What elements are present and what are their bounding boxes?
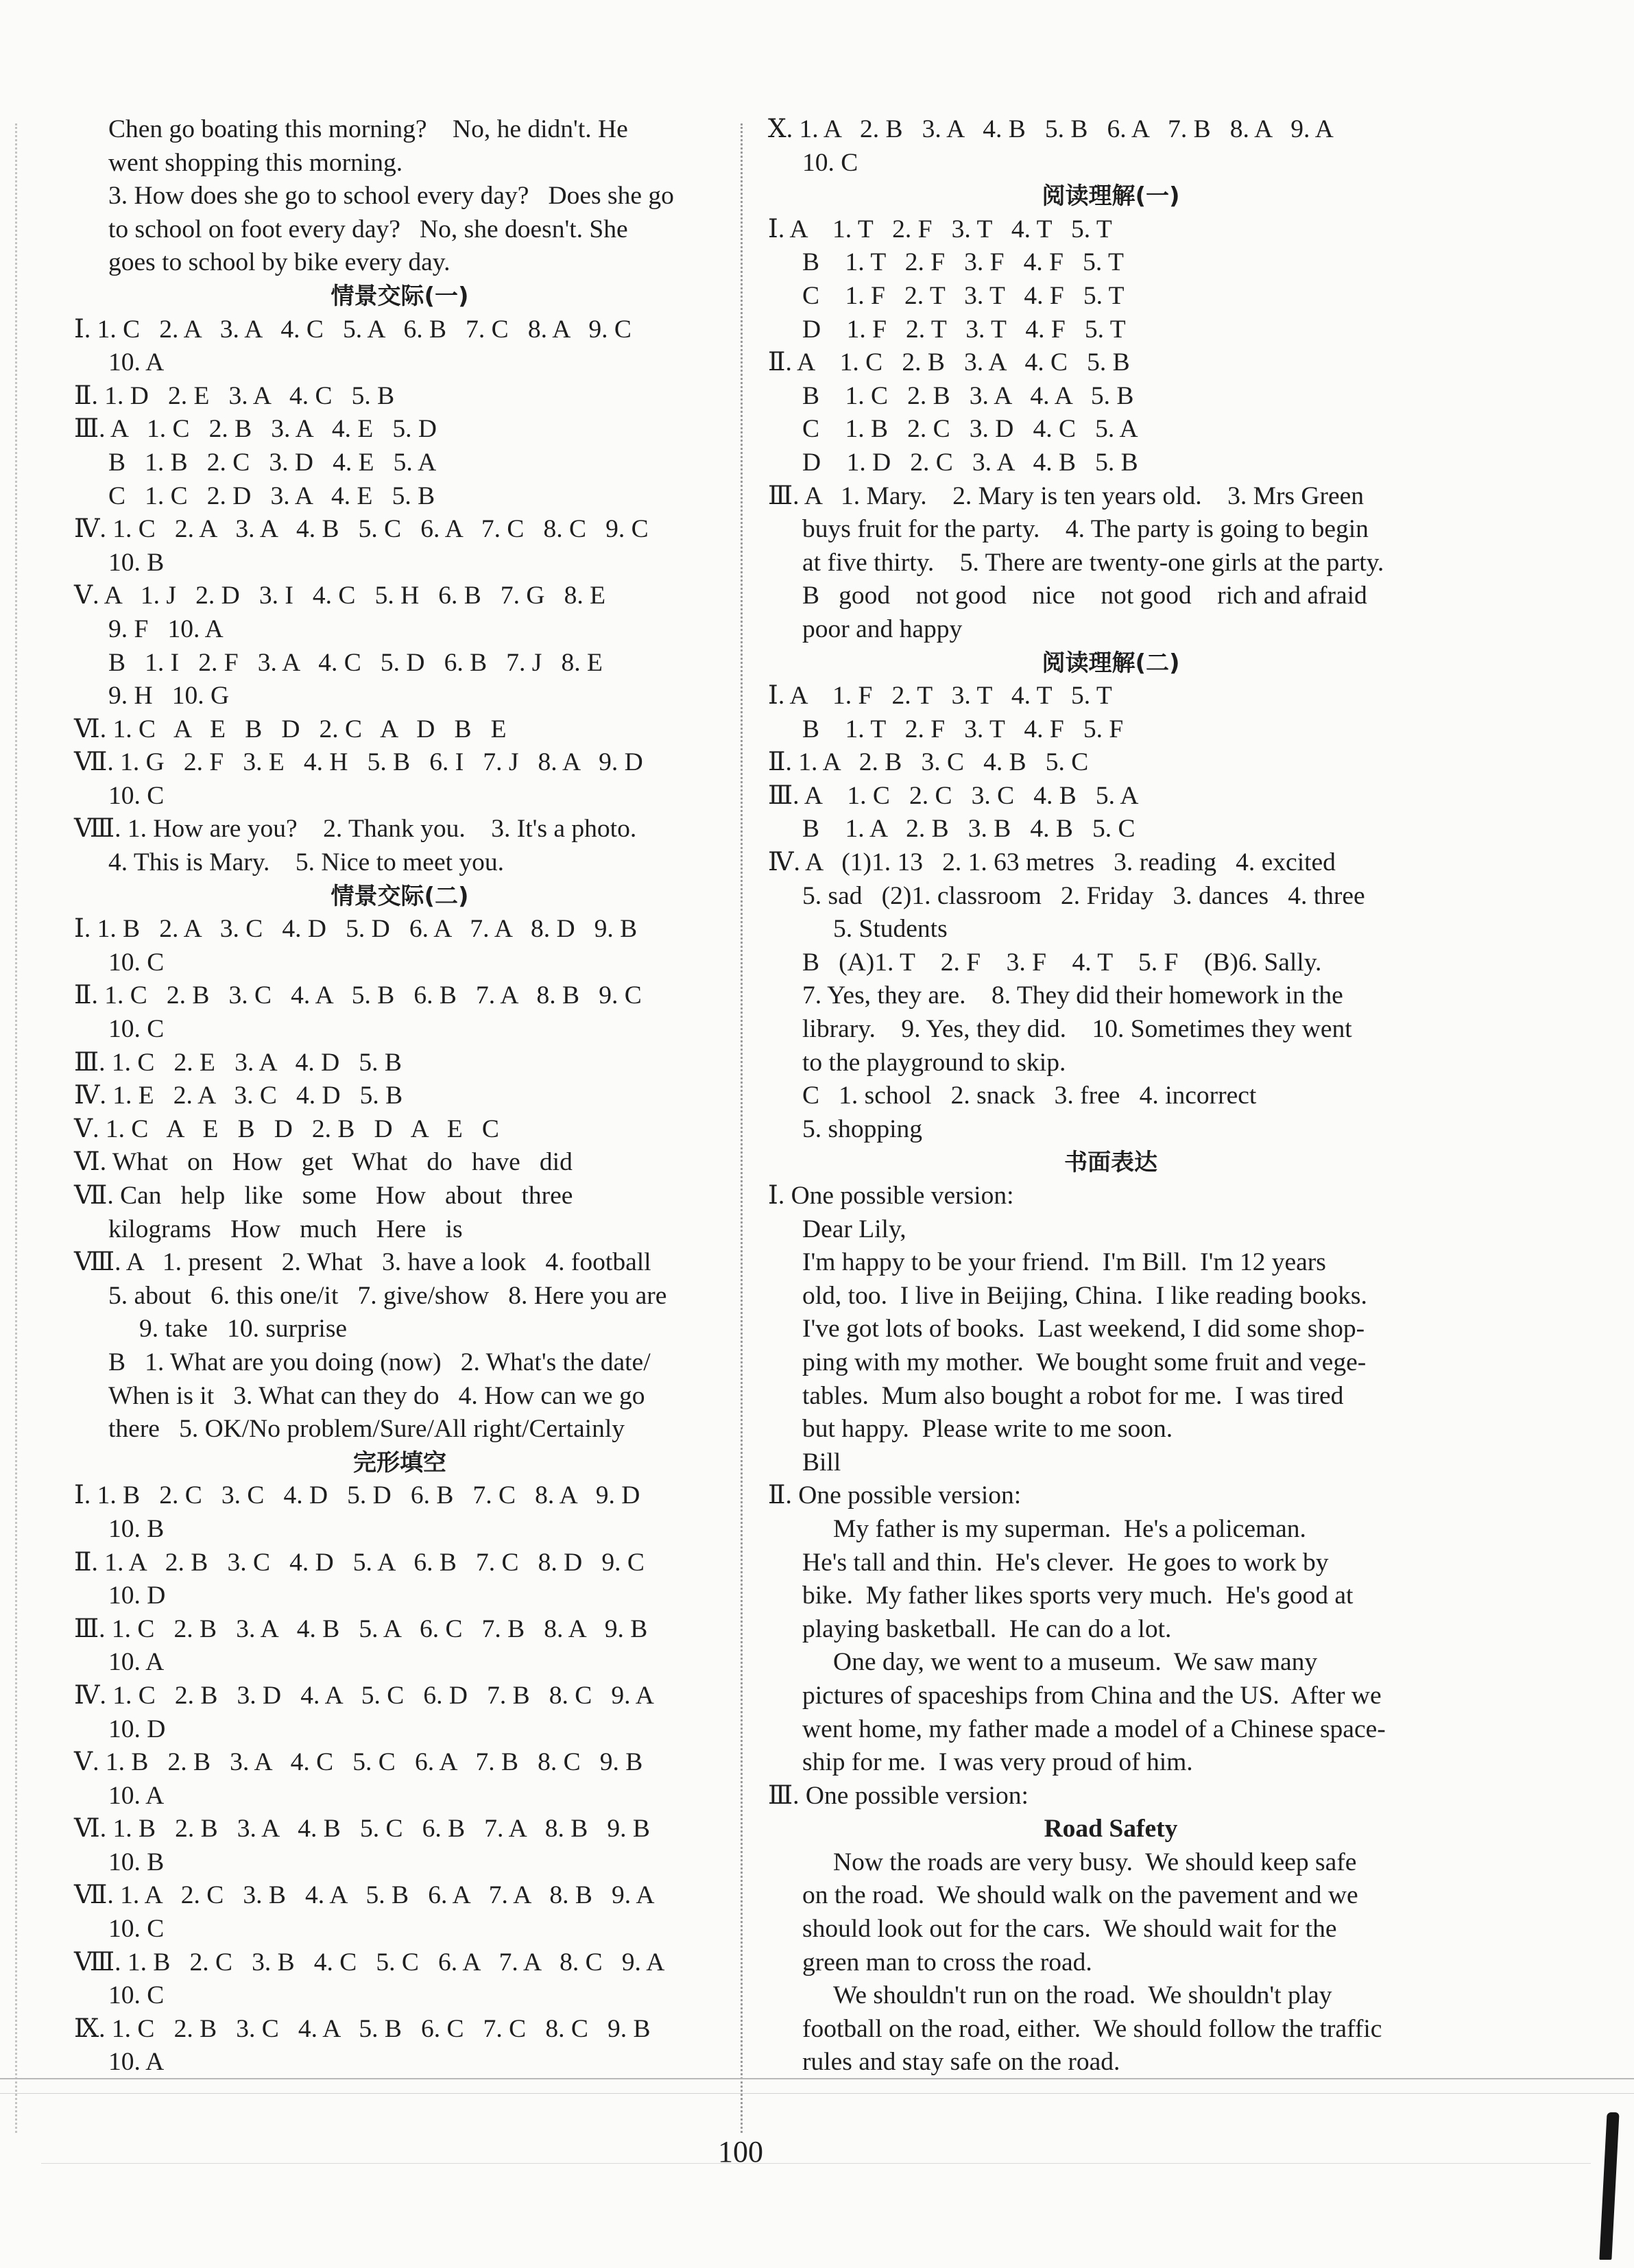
- answer-line: Ⅴ. 1. B 2. B 3. A 4. C 5. C 6. A 7. B 8. C 9. B: [74, 1748, 643, 1777]
- answer-line: 9. H 10. G: [108, 682, 230, 711]
- answer-line: Ⅷ. 1. How are you? 2. Thank you. 3. It's a photo.: [74, 815, 637, 844]
- section-heading: 书面表达: [1064, 1149, 1157, 1177]
- answer-line: 10. C: [108, 1981, 165, 2010]
- answer-line: One day, we went to a museum. We saw many: [833, 1648, 1318, 1677]
- answer-line: He's tall and thin. He's clever. He goes to work by: [802, 1548, 1329, 1577]
- answer-line: Bill: [802, 1448, 841, 1477]
- answer-line: C 1. C 2. D 3. A 4. E 5. B: [108, 481, 435, 510]
- answer-line: D 1. F 2. T 3. T 4. F 5. T: [802, 315, 1126, 344]
- answer-line: 3. How does she go to school every day? Does she go: [108, 182, 674, 211]
- answer-line: 10. C: [108, 1915, 165, 1944]
- answer-line: ping with my mother. We bought some fruit and vege-: [802, 1348, 1367, 1376]
- answer-line: 7. Yes, they are. 8. They did their homework in the: [802, 981, 1343, 1010]
- essay-title: Road Safety: [1044, 1815, 1178, 1843]
- answer-line: Ⅰ. One possible version:: [768, 1182, 1014, 1210]
- answer-line: pictures of spaceships from China and the US. After we: [802, 1681, 1382, 1710]
- answer-line: Ⅲ. A 1. C 2. B 3. A 4. E 5. D: [74, 415, 437, 444]
- answer-line: green man to cross the road.: [802, 1948, 1092, 1977]
- answer-line: Ⅱ. A 1. C 2. B 3. A 4. C 5. B: [768, 348, 1130, 377]
- answer-line: Dear Lily,: [802, 1215, 906, 1243]
- answer-line: 5. shopping: [802, 1114, 923, 1143]
- answer-line: B 1. What are you doing (now) 2. What's the date/: [108, 1348, 651, 1376]
- answer-line: Ⅳ. A (1)1. 13 2. 1. 63 metres 3. reading 4. excited: [768, 848, 1336, 877]
- answer-line: at five thirty. 5. There are twenty-one girls at the party.: [802, 548, 1384, 577]
- binding-margin-dots: [15, 123, 17, 2133]
- answer-line: went home, my father made a model of a Chinese space-: [802, 1715, 1386, 1743]
- answer-line: We shouldn't run on the road. We shouldn't play: [833, 1981, 1332, 2010]
- answer-line: Ⅵ. What on How get What do have did: [74, 1148, 573, 1177]
- answer-line: to the playground to skip.: [802, 1048, 1066, 1077]
- answer-line: Ⅷ. 1. B 2. C 3. B 4. C 5. C 6. A 7. A 8. C 9. A: [74, 1948, 665, 1977]
- answer-line: Ⅶ. 1. G 2. F 3. E 4. H 5. B 6. I 7. J 8. A 9. D: [74, 748, 643, 777]
- answer-line: Ⅵ. 1. B 2. B 3. A 4. B 5. C 6. B 7. A 8. B 9. B: [74, 1815, 650, 1843]
- answer-line: Ⅸ. 1. C 2. B 3. C 4. A 5. B 6. C 7. C 8. C 9. B: [74, 2014, 651, 2043]
- page-number: 100: [718, 2135, 763, 2169]
- answer-line: Ⅰ. 1. B 2. A 3. C 4. D 5. D 6. A 7. A 8. D 9. B: [74, 915, 638, 944]
- bottom-rule-secondary: [0, 2093, 1634, 2094]
- section-heading: 阅读理解(二): [1042, 649, 1180, 677]
- answer-line: I'm happy to be your friend. I'm Bill. I'm 12 years: [802, 1248, 1326, 1277]
- answer-line: on the road. We should walk on the pavement and we: [802, 1881, 1358, 1910]
- answer-line: C 1. school 2. snack 3. free 4. incorrect: [802, 1082, 1257, 1110]
- answer-line: 9. take 10. surprise: [139, 1315, 348, 1344]
- answer-line: Ⅴ. A 1. J 2. D 3. I 4. C 5. H 6. B 7. G 8. E: [74, 582, 606, 610]
- answer-line: 10. A: [108, 2048, 165, 2077]
- answer-line: 10. B: [108, 1848, 165, 1876]
- answer-line: 10. C: [802, 148, 858, 177]
- answer-line: 10. B: [108, 548, 165, 577]
- answer-line: Ⅵ. 1. C A E B D 2. C A D B E: [74, 715, 507, 743]
- answer-line: Chen go boating this morning? No, he didn't. He: [108, 115, 628, 143]
- answer-line: went shopping this morning.: [108, 148, 403, 177]
- answer-line: ship for me. I was very proud of him.: [802, 1748, 1193, 1777]
- answer-line: Ⅰ. 1. B 2. C 3. C 4. D 5. D 6. B 7. C 8. A 9. D: [74, 1481, 640, 1510]
- answer-line: 10. D: [108, 1581, 166, 1610]
- left-answer-column: [74, 113, 725, 2079]
- answer-line: 10. C: [108, 1015, 165, 1044]
- answer-line: Ⅱ. 1. A 2. B 3. C 4. B 5. C: [768, 748, 1089, 777]
- answer-line: Ⅷ. A 1. present 2. What 3. have a look 4. football: [74, 1248, 651, 1277]
- answer-line: Now the roads are very busy. We should keep safe: [833, 1848, 1357, 1876]
- answer-line: 10. D: [108, 1715, 166, 1743]
- answer-line: C 1. F 2. T 3. T 4. F 5. T: [802, 281, 1125, 310]
- answer-line: Ⅲ. 1. C 2. B 3. A 4. B 5. A 6. C 7. B 8. A 9. B: [74, 1614, 648, 1643]
- answer-line: 5. sad (2)1. classroom 2. Friday 3. dances 4. three: [802, 881, 1365, 910]
- answer-line: goes to school by bike every day.: [108, 248, 450, 277]
- answer-line: Ⅳ. 1. C 2. B 3. D 4. A 5. C 6. D 7. B 8. C 9. A: [74, 1681, 654, 1710]
- answer-line: tables. Mum also bought a robot for me. I was tired: [802, 1381, 1344, 1410]
- answer-line: Ⅴ. 1. C A E B D 2. B D A E C: [74, 1114, 499, 1143]
- answer-line: Ⅰ. 1. C 2. A 3. A 4. C 5. A 6. B 7. C 8. A 9. C: [74, 315, 632, 344]
- answer-line: should look out for the cars. We should wait for the: [802, 1915, 1337, 1944]
- answer-line: 9. F 10. A: [108, 614, 224, 643]
- answer-line: Ⅰ. A 1. T 2. F 3. T 4. T 5. T: [768, 215, 1112, 243]
- answer-line: When is it 3. What can they do 4. How can we go: [108, 1381, 645, 1410]
- answer-line: Ⅶ. 1. A 2. C 3. B 4. A 5. B 6. A 7. A 8. B 9. A: [74, 1881, 655, 1910]
- answer-line: rules and stay safe on the road.: [802, 2048, 1120, 2077]
- answer-line: B 1. I 2. F 3. A 4. C 5. D 6. B 7. J 8. E: [108, 648, 603, 677]
- answer-line: Ⅲ. A 1. C 2. C 3. C 4. B 5. A: [768, 781, 1139, 810]
- section-heading: 情景交际(一): [331, 282, 469, 310]
- answer-line: 10. A: [108, 1781, 165, 1810]
- answer-line: Ⅳ. 1. C 2. A 3. A 4. B 5. C 6. A 7. C 8. C 9. C: [74, 515, 649, 544]
- answer-line: Ⅱ. One possible version:: [768, 1481, 1022, 1510]
- bottom-rule: [0, 2078, 1634, 2079]
- page-edge-shadow: [1599, 2112, 1619, 2260]
- answer-line: 10. C: [108, 781, 165, 810]
- footer-rule: [41, 2163, 1591, 2164]
- answer-line: playing basketball. He can do a lot.: [802, 1614, 1172, 1643]
- answer-line: 5. about 6. this one/it 7. give/show 8. Here you are: [108, 1281, 667, 1310]
- answer-line: poor and happy: [802, 614, 963, 643]
- answer-line: B 1. B 2. C 3. D 4. E 5. A: [108, 448, 437, 477]
- answer-line: 10. C: [108, 948, 165, 977]
- answer-line: Ⅱ. 1. D 2. E 3. A 4. C 5. B: [74, 381, 395, 410]
- answer-line: Ⅱ. 1. C 2. B 3. C 4. A 5. B 6. B 7. A 8. B 9. C: [74, 981, 642, 1010]
- answer-line: D 1. D 2. C 3. A 4. B 5. B: [802, 448, 1138, 477]
- answer-line: old, too. I live in Beijing, China. I like reading books.: [802, 1281, 1367, 1310]
- answer-line: 4. This is Mary. 5. Nice to meet you.: [108, 848, 505, 877]
- answer-line: 5. Students: [833, 915, 948, 944]
- answer-line: B 1. T 2. F 3. T 4. F 5. F: [802, 715, 1124, 743]
- answer-line: football on the road, either. We should follow the traffic: [802, 2014, 1382, 2043]
- answer-line: Ⅰ. A 1. F 2. T 3. T 4. T 5. T: [768, 682, 1112, 711]
- column-divider: [741, 123, 743, 2133]
- answer-line: there 5. OK/No problem/Sure/All right/Certainly: [108, 1415, 625, 1444]
- answer-line: Ⅹ. 1. A 2. B 3. A 4. B 5. B 6. A 7. B 8. A 9. A: [768, 115, 1334, 143]
- answer-line: B good not good nice not good rich and afraid: [802, 582, 1367, 610]
- answer-line: bike. My father likes sports very much. He's good at: [802, 1581, 1354, 1610]
- answer-line: Ⅲ. One possible version:: [768, 1781, 1029, 1810]
- answer-line: 10. B: [108, 1514, 165, 1543]
- answer-line: Ⅱ. 1. A 2. B 3. C 4. D 5. A 6. B 7. C 8. D 9. C: [74, 1548, 645, 1577]
- right-answer-column: [768, 113, 1454, 2079]
- answer-line: B 1. A 2. B 3. B 4. B 5. C: [802, 815, 1136, 844]
- answer-line: B 1. C 2. B 3. A 4. A 5. B: [802, 381, 1134, 410]
- answer-line: Ⅶ. Can help like some How about three: [74, 1182, 573, 1210]
- section-heading: 完形填空: [353, 1448, 446, 1477]
- answer-line: B 1. T 2. F 3. F 4. F 5. T: [802, 248, 1124, 277]
- answer-line: Ⅲ. 1. C 2. E 3. A 4. D 5. B: [74, 1048, 402, 1077]
- answer-line: 10. A: [108, 1648, 165, 1677]
- answer-line: Ⅳ. 1. E 2. A 3. C 4. D 5. B: [74, 1082, 403, 1110]
- section-heading: 阅读理解(一): [1042, 182, 1180, 211]
- answer-line: but happy. Please write to me soon.: [802, 1415, 1173, 1444]
- answer-line: Ⅲ. A 1. Mary. 2. Mary is ten years old. 3. Mrs Green: [768, 481, 1365, 510]
- answer-line: My father is my superman. He's a policeman.: [833, 1514, 1306, 1543]
- answer-line: I've got lots of books. Last weekend, I did some shop-: [802, 1315, 1365, 1344]
- answer-line: kilograms How much Here is: [108, 1215, 463, 1243]
- answer-line: buys fruit for the party. 4. The party is going to begin: [802, 515, 1369, 544]
- answer-line: B (A)1. T 2. F 3. F 4. T 5. F (B)6. Sally.: [802, 948, 1322, 977]
- section-heading: 情景交际(二): [331, 882, 469, 910]
- answer-line: library. 9. Yes, they did. 10. Sometimes they went: [802, 1015, 1352, 1044]
- answer-line: 10. A: [108, 348, 165, 377]
- answer-line: C 1. B 2. C 3. D 4. C 5. A: [802, 415, 1138, 444]
- answer-line: to school on foot every day? No, she doesn't. She: [108, 215, 628, 243]
